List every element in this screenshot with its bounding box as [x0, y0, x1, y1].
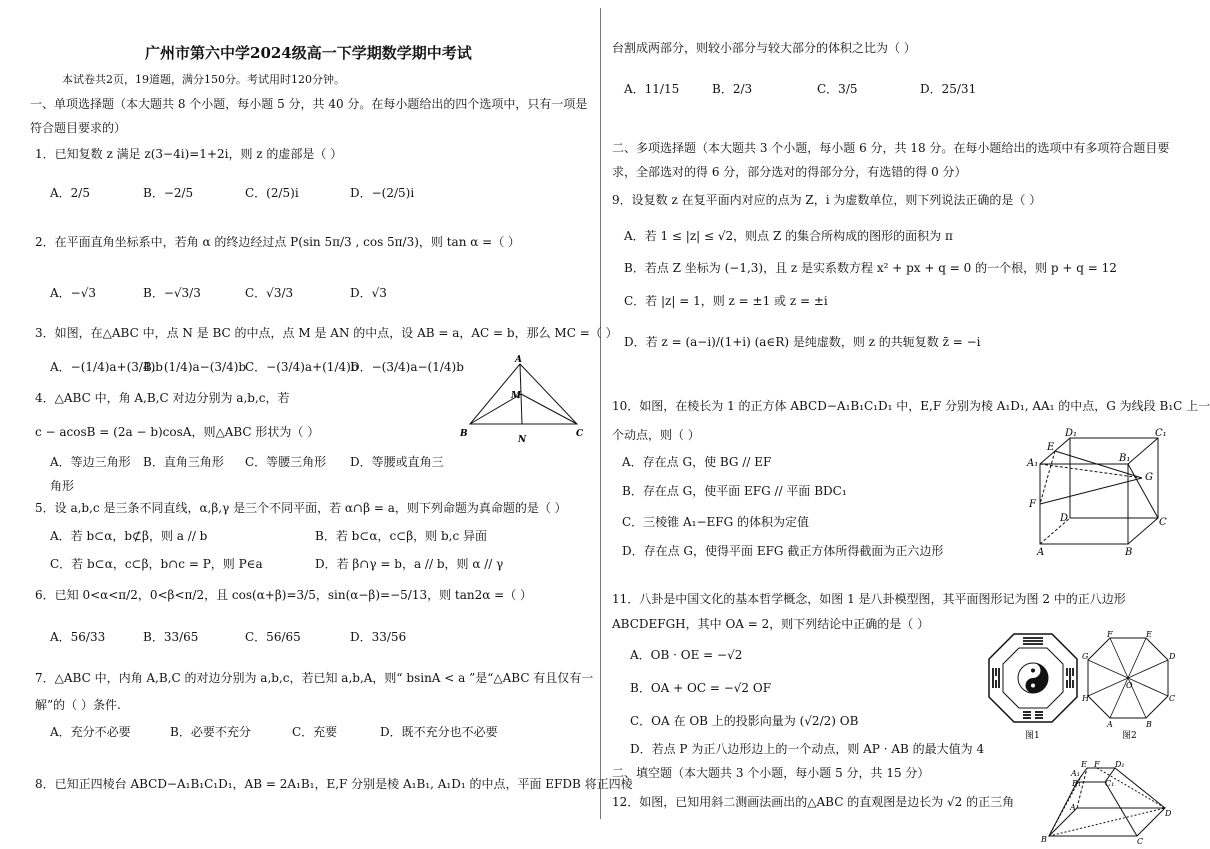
q11-label-d: D [1169, 652, 1176, 661]
q3-label-c: C [576, 429, 584, 439]
q9-option-c[interactable]: C．若 |z| = 1，则 z = ±1 或 z = ±i [624, 294, 828, 308]
q10-option-d[interactable]: D．存在点 G，使得平面 EFG 截正方体所得截面为正六边形 [622, 544, 944, 558]
q3-label-a: A [515, 355, 522, 365]
q1-option-c[interactable]: C．(2/5)i [245, 186, 299, 200]
q8-option-b[interactable]: B．2/3 [712, 82, 753, 96]
q2-stem: 2．在平面直角坐标系中，若角 α 的终边经过点 P(sin 5π/3 , cos 5π/3)，则 tan α =（ ） [35, 235, 521, 249]
q7-option-b[interactable]: B．必要不充分 [170, 725, 251, 739]
q9-option-d[interactable]: D．若 z = (a−i)/(1+i) (a∈R) 是纯虚数，则 z 的共轭复数 z̄ = −i [624, 335, 981, 349]
section-single-choice-l2: 符合题目要求的） [30, 121, 127, 135]
q11-option-d[interactable]: D．若点 P 为正八边形边上的一个动点，则 AP · AB 的最大值为 4 [630, 742, 985, 756]
q3-option-c[interactable]: C．−(3/4)a+(1/4)b [245, 360, 359, 374]
q11-label-e: E [1146, 630, 1152, 639]
q12-stem: 12．如图，已知用斜二测画法画出的△ABC 的直观图是边长为 √2 的正三角 [612, 795, 1015, 809]
q8-option-c[interactable]: C．3/5 [817, 82, 858, 96]
q10-option-a[interactable]: A．存在点 G，使 BG // EF [622, 455, 772, 469]
q10-stem-2: 个动点，则（ ） [612, 428, 700, 442]
q7-stem: 7．△ABC 中，内角 A,B,C 的对边分别为 a,b,c，若已知 a,b,A，则“ bsinA < a ”是“△ABC 有且仅有一 [35, 671, 594, 685]
q1-stem: 1．已知复数 z 满足 z(3−4i)=1+2i，则 z 的虚部是（ ） [35, 147, 343, 161]
q5-option-d[interactable]: D．若 β∩γ = b，a // b，则 α // γ [315, 557, 504, 571]
q11-label-b: B [1146, 720, 1152, 729]
q10-stem: 10．如图，在棱长为 1 的正方体 ABCD−A₁B₁C₁D₁ 中，E,F 分别为棱 A₁D₁, AA₁ 的中点，G 为线段 B₁C 上一 [612, 399, 1210, 413]
q2-option-b[interactable]: B．−√3/3 [143, 286, 201, 300]
q3-label-m: M [511, 391, 521, 401]
q12-label-a1: A₁ [1071, 769, 1080, 778]
q9-option-a[interactable]: A．若 1 ≤ |z| ≤ √2，则点 Z 的集合所构成的图形的面积为 π [624, 229, 953, 243]
q12-label-b: B [1041, 835, 1047, 844]
q4-option-a[interactable]: A．等边三角形 [50, 455, 131, 469]
q8-option-d[interactable]: D．25/31 [920, 82, 977, 96]
q10-label-g: G [1145, 472, 1153, 483]
page-title: 广州市第六中学2024级高一下学期数学期中考试 [145, 44, 472, 62]
q11-octagon-figure [1082, 632, 1174, 742]
q11-option-c[interactable]: C．OA 在 OB 上的投影向量为 (√2/2) OB [630, 714, 859, 728]
q4-option-c[interactable]: C．等腰三角形 [245, 455, 327, 469]
section-multi-choice-l2: 求，全部选对的得 6 分，部分选对的得部分分，有选错的得 0 分） [612, 165, 967, 179]
q10-label-b1: B₁ [1119, 453, 1131, 464]
q12-label-d1: D₁ [1115, 760, 1125, 769]
q4-stem-2: c − acosB = (2a − b)cosA，则△ABC 形状为（ ） [35, 425, 320, 439]
q12-label-a: A [1070, 803, 1076, 812]
q11-stem: 11．八卦是中国文化的基本哲学概念，如图 1 是八卦模型图，其平面图形记为图 2 中的正八边形 [612, 592, 1126, 606]
q7-option-c[interactable]: C．充要 [292, 725, 338, 739]
q3-option-b[interactable]: B．(1/4)a−(3/4)b [143, 360, 247, 374]
q12-label-c: C [1137, 837, 1144, 846]
q3-stem: 3．如图，在△ABC 中，点 N 是 BC 的中点，点 M 是 AN 的中点，设 AB = a，AC = b，那么 MC =（ ） [35, 326, 618, 340]
q11-stem-2: ABCDEFGH，其中 OA = 2，则下列结论中正确的是（ ） [612, 617, 930, 631]
q12-label-e: E [1081, 760, 1087, 769]
q8-stem: 8．已知正四棱台 ABCD−A₁B₁C₁D₁，AB = 2A₁B₁，E,F 分别是棱 A₁B₁, A₁D₁ 的中点，平面 EFDB 将正四棱 [35, 777, 633, 791]
q11-label-g: G [1082, 652, 1089, 661]
q10-label-e: E [1047, 442, 1055, 453]
q12-label-c1: C₁ [1105, 779, 1115, 788]
q10-label-a1: A₁ [1027, 458, 1039, 469]
q11-label-f: F [1107, 630, 1113, 639]
q11-bagua-figure [987, 632, 1079, 742]
q7-stem-2: 解”的（ ）条件. [35, 698, 121, 712]
q5-option-c[interactable]: C．若 b⊂α，c⊂β，b∩c = P，则 P∈a [50, 557, 263, 571]
q11-fig2-caption: 图2 [1122, 731, 1137, 741]
q3-triangle-figure [455, 352, 585, 447]
q10-label-c: C [1159, 517, 1167, 528]
q6-option-d[interactable]: D．33/56 [350, 630, 407, 644]
q10-label-b: B [1125, 547, 1133, 558]
q2-option-c[interactable]: C．√3/3 [245, 286, 294, 300]
q10-label-d1: D₁ [1065, 428, 1078, 439]
q5-option-a[interactable]: A．若 b⊂α，b⊄β，则 a // b [50, 529, 208, 543]
section-single-choice-l1: 一、单项选择题（本大题共 8 个小题，每小题 5 分，共 40 分。在每小题给出的四个选项中，只有一项是 [30, 97, 588, 111]
q12-label-d: D [1165, 809, 1172, 818]
q1-option-a[interactable]: A．2/5 [50, 186, 90, 200]
q5-stem: 5．设 a,b,c 是三条不同直线，α,β,γ 是三个不同平面，若 α∩β = a，则下列命题为真命题的是（ ） [35, 501, 567, 515]
q5-option-b[interactable]: B．若 b⊂α，c⊂β，则 b,c 异面 [315, 529, 488, 543]
q11-label-c: C [1169, 694, 1176, 703]
q10-label-d: D [1060, 513, 1069, 524]
q10-label-f: F [1029, 499, 1036, 510]
q12-label-f: F [1094, 760, 1100, 769]
right-column [612, 0, 1210, 849]
q11-label-o: O [1126, 681, 1133, 690]
q1-option-b[interactable]: B．−2/5 [143, 186, 194, 200]
q4-option-d[interactable]: D．等腰或直角三 [350, 455, 444, 469]
q11-option-b[interactable]: B．OA + OC = −√2 OF [630, 681, 772, 695]
q4-option-d-wrap: 角形 [50, 479, 75, 493]
q6-option-a[interactable]: A．56/33 [50, 630, 106, 644]
q11-label-a: A [1107, 720, 1113, 729]
q11-label-h: H [1082, 694, 1089, 703]
q6-option-b[interactable]: B．33/65 [143, 630, 199, 644]
q1-option-d[interactable]: D．−(2/5)i [350, 186, 415, 200]
q10-option-b[interactable]: B．存在点 G，使平面 EFG // 平面 BDC₁ [622, 484, 847, 498]
q9-stem: 9．设复数 z 在复平面内对应的点为 Z，i 为虚数单位，则下列说法正确的是（ ） [612, 193, 1042, 207]
q2-option-a[interactable]: A．−√3 [50, 286, 97, 300]
q10-label-c1: C₁ [1155, 428, 1167, 439]
q3-label-n: N [518, 435, 527, 445]
exam-intro: 本试卷共2页，19道题，满分150分。考试用时120分钟。 [62, 73, 345, 86]
q4-option-b[interactable]: B．直角三角形 [143, 455, 224, 469]
q4-stem: 4．△ABC 中，角 A,B,C 对边分别为 a,b,c，若 [35, 391, 290, 405]
q10-option-c[interactable]: C．三棱锥 A₁−EFG 的体积为定值 [622, 515, 810, 529]
section-multi-choice-l1: 二、多项选择题（本大题共 3 个小题，每小题 6 分，共 18 分。在每小题给出的选项中有多项符合题目要 [612, 141, 1170, 155]
q12-label-b1: B₁ [1072, 779, 1082, 788]
q7-option-d[interactable]: D．既不充分也不必要 [380, 725, 498, 739]
q9-option-b[interactable]: B．若点 Z 坐标为 (−1,3)，且 z 是实系数方程 x² + px + q = 0 的一个根，则 p + q = 12 [624, 261, 1117, 275]
q6-option-c[interactable]: C．56/65 [245, 630, 301, 644]
q3-label-b: B [460, 429, 468, 439]
q12-frustum-figure [1037, 760, 1172, 844]
q6-stem: 6．已知 0<α<π/2，0<β<π/2，且 cos(α+β)=3/5，sin(α−β)=−5/13，则 tan2α =（ ） [35, 588, 533, 602]
q11-option-a[interactable]: A．OB · OE = −√2 [630, 648, 743, 662]
q7-option-a[interactable]: A．充分不必要 [50, 725, 131, 739]
left-column [30, 0, 633, 849]
q10-label-a: A [1037, 547, 1045, 558]
q3-option-a[interactable]: A．−(1/4)a+(3/4)b [50, 360, 163, 374]
column-divider [600, 8, 601, 819]
q10-cube-figure [1027, 428, 1167, 558]
section-fill-blank: 二、填空题（本大题共 3 个小题，每小题 5 分，共 15 分） [612, 766, 930, 780]
q11-fig1-caption: 图1 [1025, 731, 1040, 741]
q2-option-d[interactable]: D．√3 [350, 286, 387, 300]
q8-option-a[interactable]: A．11/15 [624, 82, 680, 96]
q8-stem-2: 台割成两部分，则较小部分与较大部分的体积之比为（ ） [612, 41, 916, 55]
q3-option-d[interactable]: D．−(3/4)a−(1/4)b [350, 360, 464, 374]
